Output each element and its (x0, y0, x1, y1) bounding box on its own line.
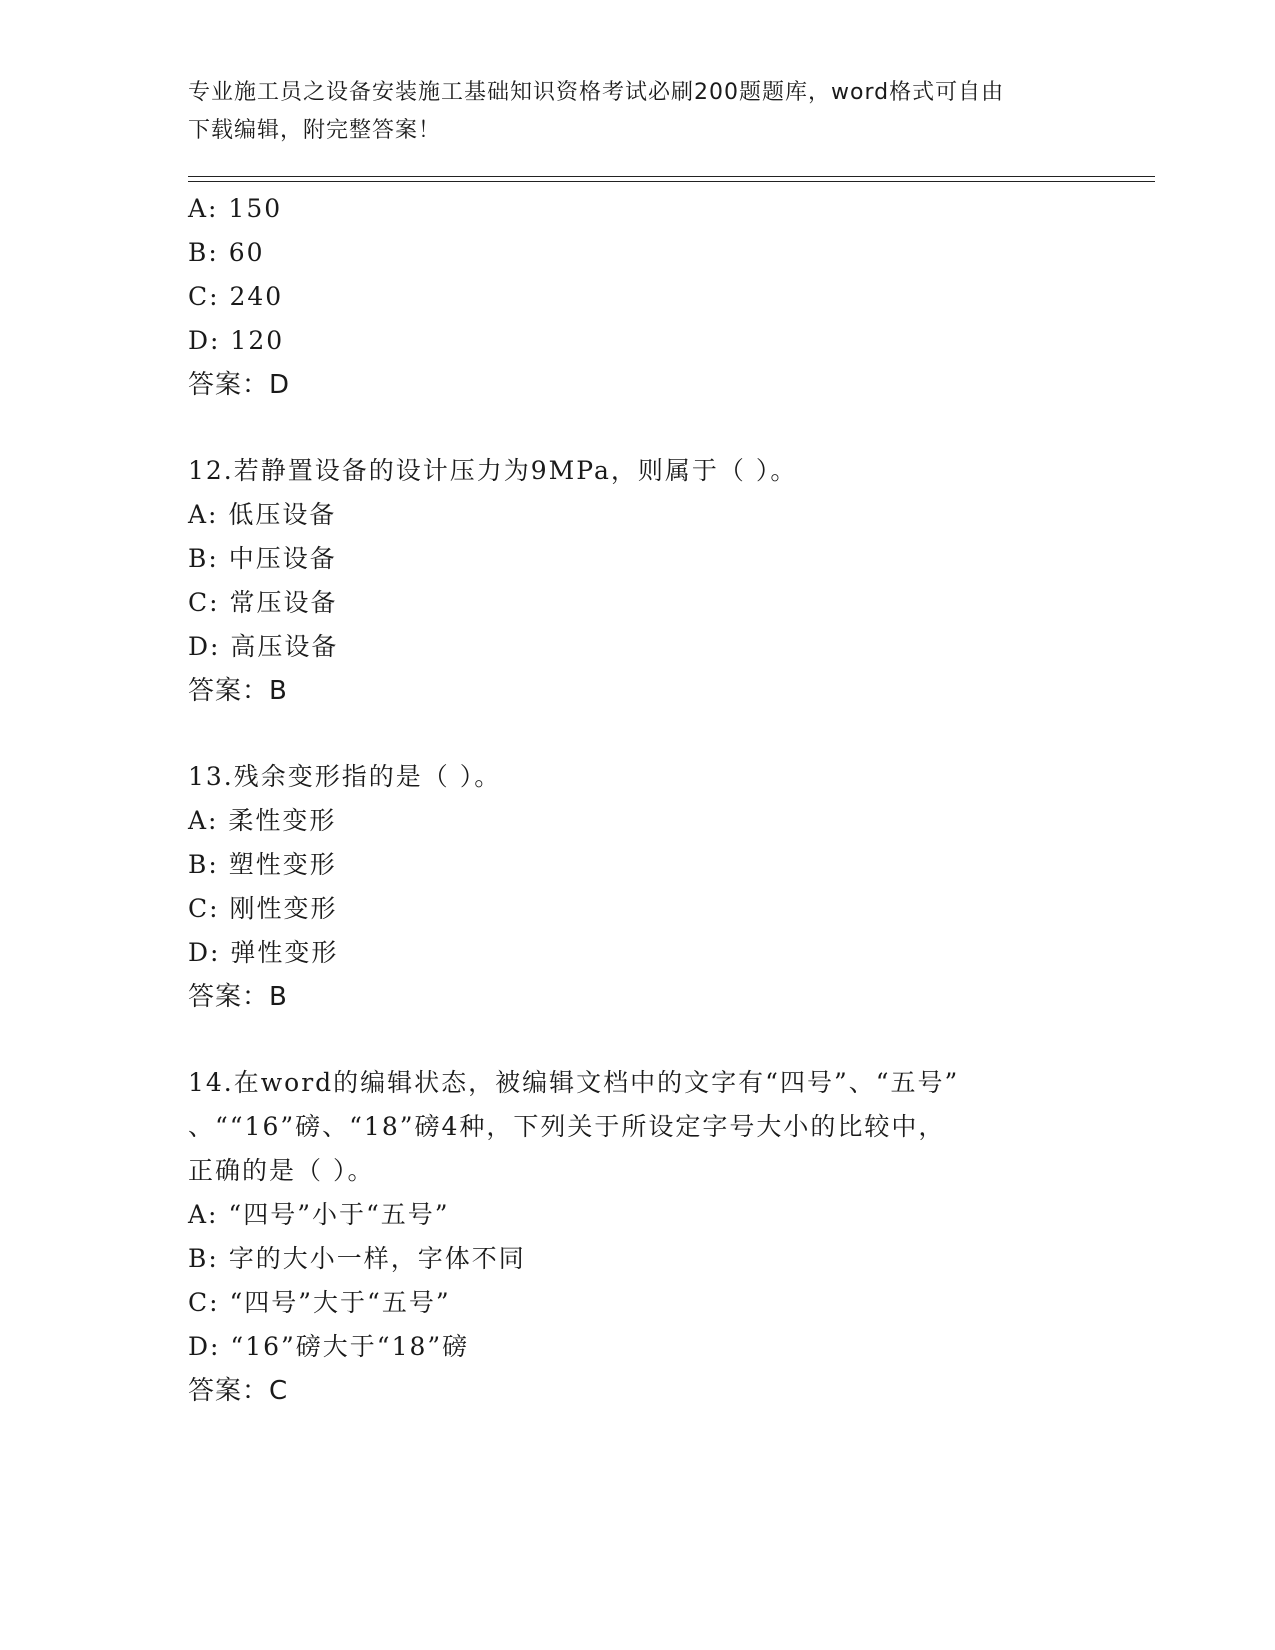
q13-option-c: C: 刚性变形 (188, 894, 338, 923)
q11-option-d: D: 120 (188, 326, 285, 355)
q13-option-a: A: 柔性变形 (188, 806, 337, 835)
q13-option-d: D: 弹性变形 (188, 938, 339, 967)
q12-question: 12.若静置设备的设计压力为9MPa，则属于（ ）。 (188, 456, 798, 485)
q12-option-b: B: 中压设备 (188, 544, 337, 573)
q14-option-d: D: “16”磅大于“18”磅 (188, 1332, 470, 1361)
q12-option-d: D: 高压设备 (188, 632, 339, 661)
q14-answer: 答案：C (188, 1376, 289, 1406)
q13-option-b: B: 塑性变形 (188, 850, 337, 879)
header-divider-bottom (188, 181, 1155, 182)
document-header (188, 74, 1088, 150)
q14-question-line-1: 14.在word的编辑状态，被编辑文档中的文字有“四号”、“五号” (188, 1068, 960, 1097)
q12-answer: 答案：B (188, 676, 288, 706)
q11-option-c: C: 240 (188, 282, 284, 311)
q11-option-a: A: 150 (188, 194, 283, 223)
header-divider-top (188, 176, 1155, 177)
q11-answer: 答案：D (188, 370, 291, 400)
q14-option-a: A: “四号”小于“五号” (188, 1200, 450, 1229)
header-line-2: 下载编辑，附完整答案！ (188, 118, 442, 143)
q12-option-a: A: 低压设备 (188, 500, 337, 529)
q14-option-c: C: “四号”大于“五号” (188, 1288, 451, 1317)
q13-question: 13.残余变形指的是（ ）。 (188, 762, 502, 791)
header-line-1: 专业施工员之设备安装施工基础知识资格考试必刷200题题库，word格式可自由 (188, 80, 1005, 105)
q11-option-b: B: 60 (188, 238, 265, 267)
q12-option-c: C: 常压设备 (188, 588, 338, 617)
q14-option-b: B: 字的大小一样，字体不同 (188, 1244, 526, 1273)
q14-question-line-2: 、““16”磅、“18”磅4种，下列关于所设定字号大小的比较中， (188, 1112, 946, 1141)
q14-question-line-3: 正确的是（ ）。 (188, 1156, 375, 1185)
q13-answer: 答案：B (188, 982, 288, 1012)
